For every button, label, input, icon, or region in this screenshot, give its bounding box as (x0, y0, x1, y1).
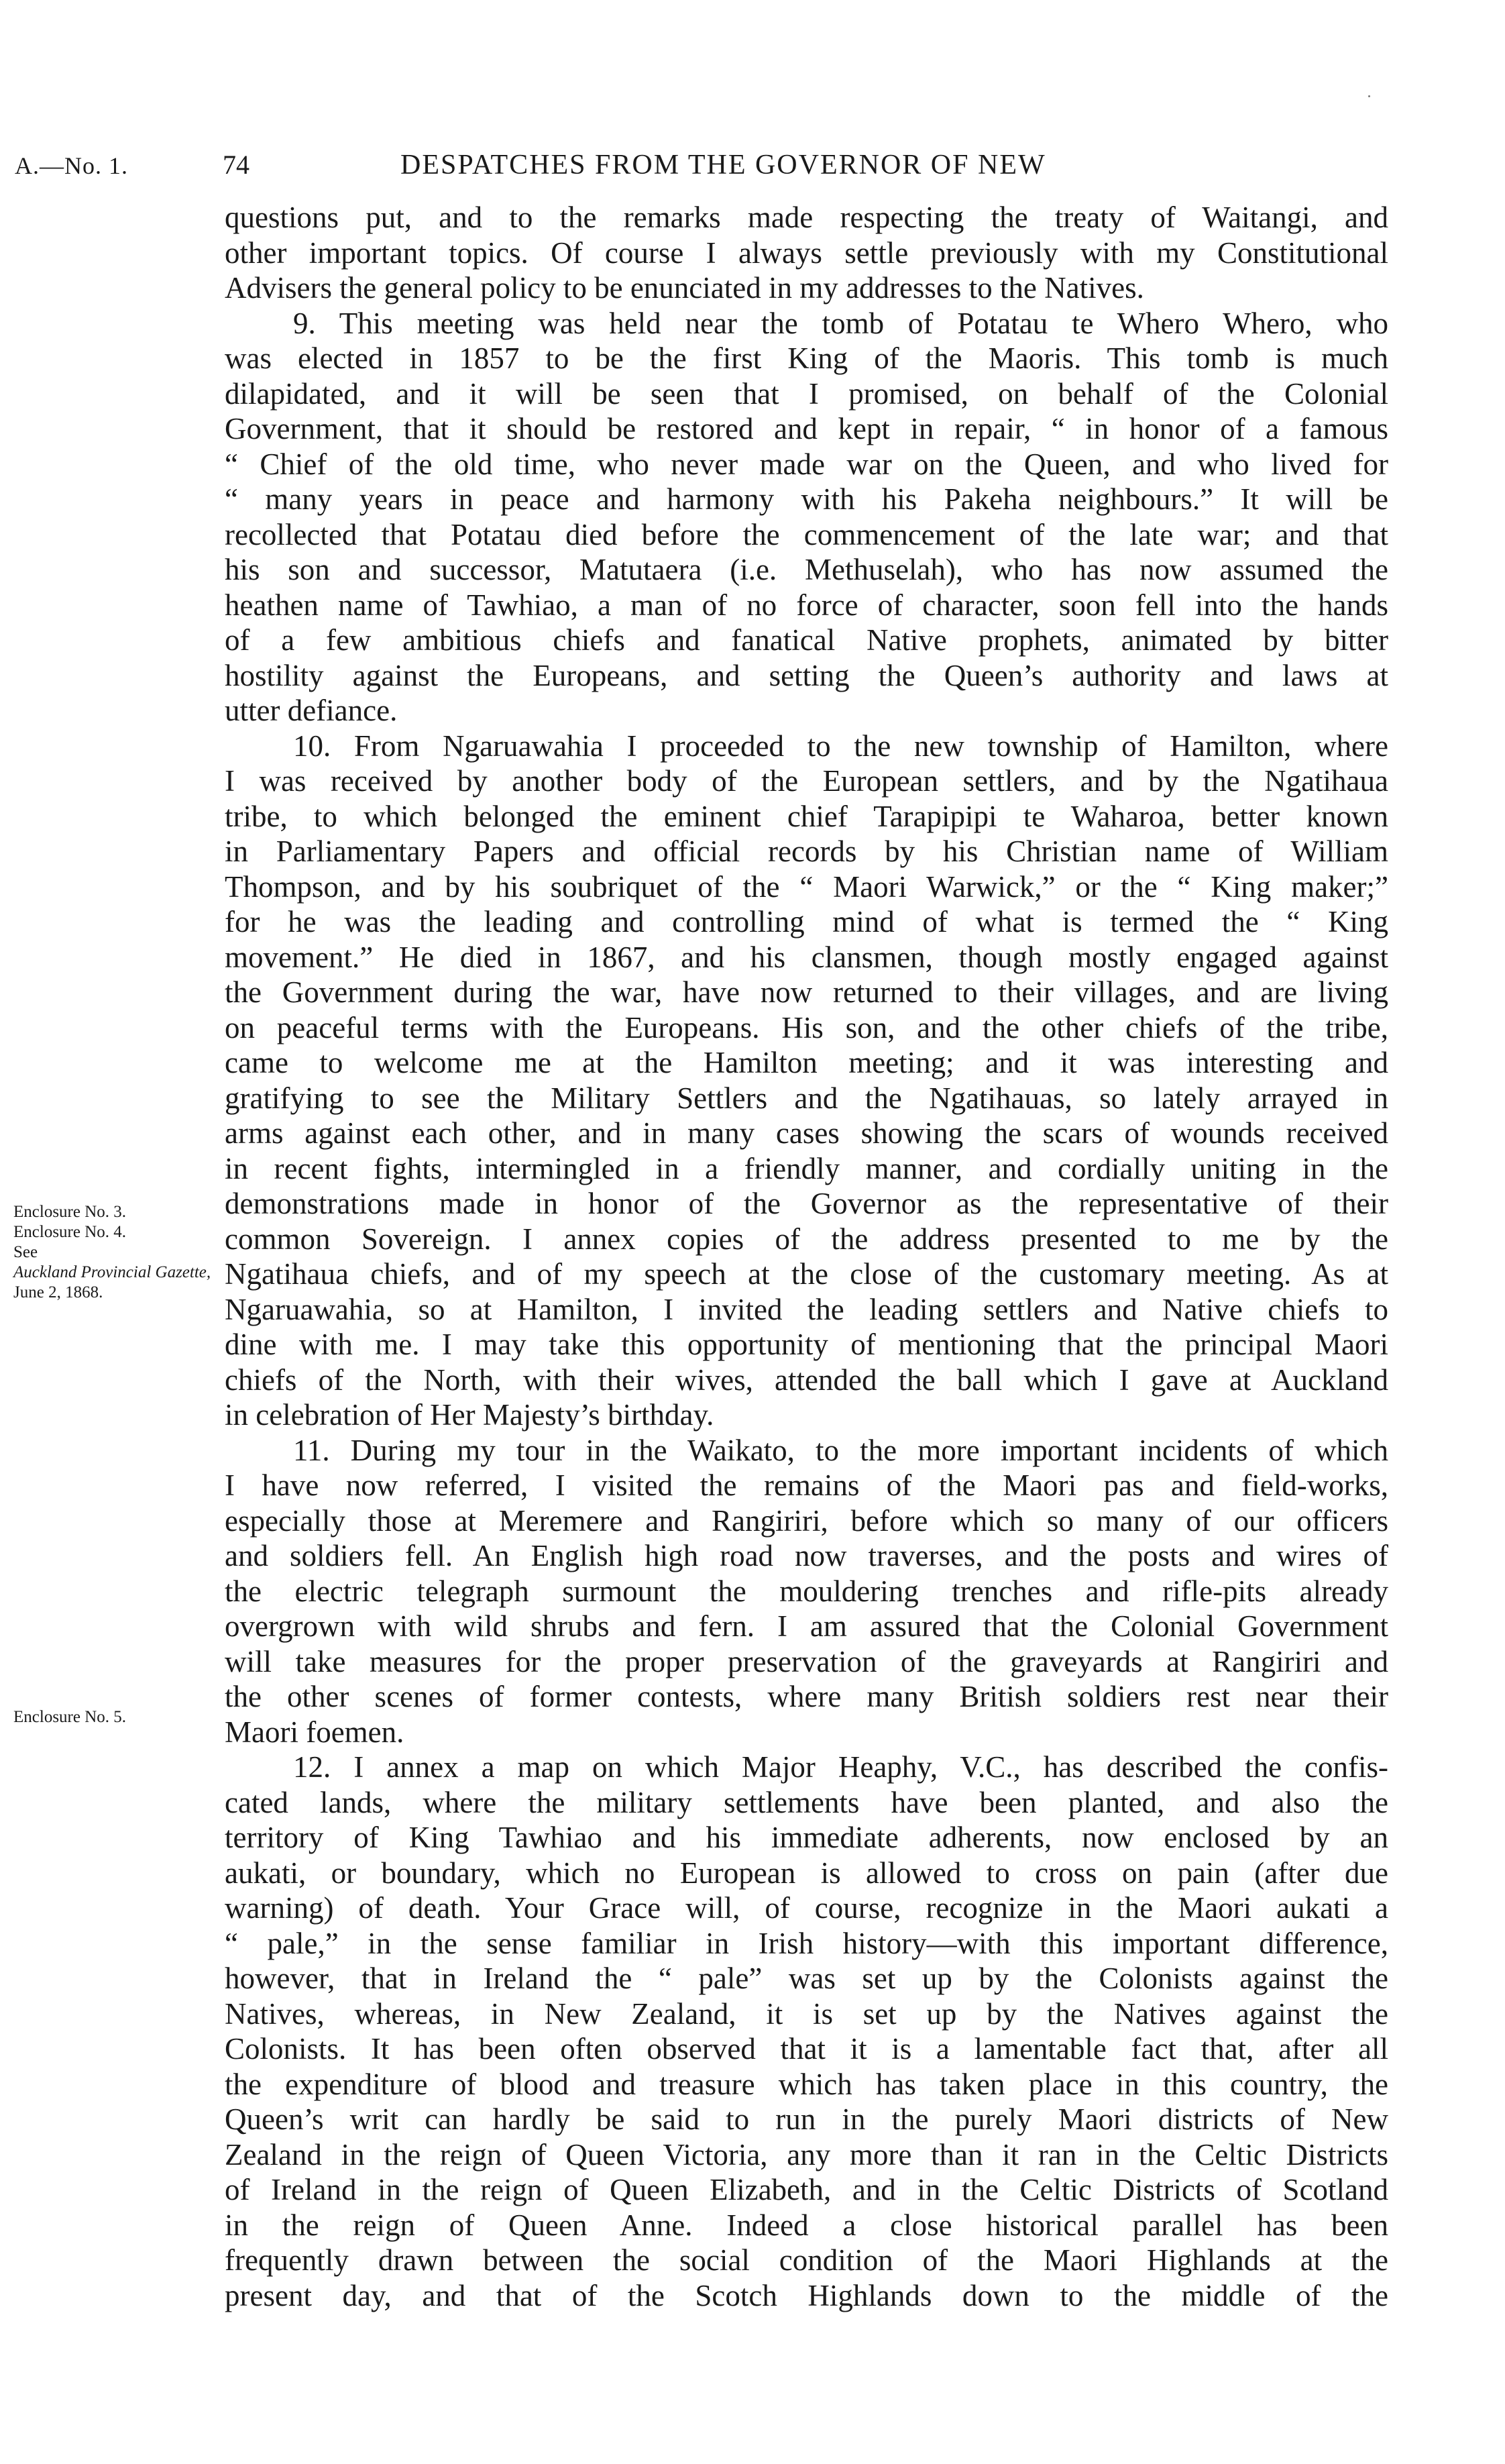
body-text (225, 200, 1388, 2313)
margin-note-line: See (13, 1243, 38, 1261)
text-line: 9. This meeting was held near the tomb of Potatau te Whero Whero, who (293, 306, 1388, 340)
text-line: overgrown with wild shrubs and fern. I am assured that the Colonial Government (225, 1609, 1388, 1643)
text-line: the Government during the war, have now returned to their villages, and are living (225, 975, 1388, 1009)
text-line: came to welcome me at the Hamilton meeting; and it was interesting and (225, 1046, 1388, 1079)
text-line: on peaceful terms with the Europeans. His son, and the other chiefs of the tribe, (225, 1010, 1388, 1044)
margin-note-line: Auckland Provincial Gazette, (13, 1263, 211, 1281)
text-line: present day, and that of the Scotch Highlands down to the middle of the (225, 2278, 1388, 2312)
text-line: especially those at Meremere and Rangiriri, before which so many of our officers (225, 1503, 1388, 1538)
margin-note-line: Enclosure No. 5. (13, 1708, 127, 1726)
text-line: dilapidated, and it will be seen that I promised, on behalf of the Colonial (225, 376, 1388, 411)
text-line: Government, that it should be restored and kept in repair, “ in honor of a famous (225, 412, 1388, 445)
paper-reference: A.—No. 1. (15, 152, 128, 179)
text-line: in the reign of Queen Anne. Indeed a close historical parallel has been (225, 2208, 1388, 2242)
text-line: hostility against the Europeans, and setting the Queen’s authority and laws at (225, 658, 1388, 692)
text-line: the other scenes of former contests, where many British soldiers rest near their (225, 1680, 1388, 1713)
text-line: gratifying to see the Military Settlers and the Ngatihauas, so lately arrayed in (225, 1081, 1388, 1115)
text-line: 12. I annex a map on which Major Heaphy, V.C., has described the confis- (293, 1750, 1388, 1784)
text-line: and soldiers fell. An English high road now traverses, and the posts and wires of (225, 1539, 1388, 1572)
text-line: for he was the leading and controlling mind of what is termed the “ King (225, 905, 1388, 939)
text-line: of Ireland in the reign of Queen Elizabeth, and in the Celtic Districts of Scotland (225, 2173, 1388, 2206)
text-line: however, that in Ireland the “ pale” was set up by the Colonists against the (225, 1962, 1388, 1995)
text-line: in celebration of Her Majesty’s birthday. (225, 1398, 714, 1432)
scan-speck (1368, 95, 1370, 97)
text-line: in recent fights, intermingled in a friendly manner, and cordially uniting in the (225, 1151, 1388, 1185)
text-line: Zealand in the reign of Queen Victoria, any more than it ran in the Celtic Districts (225, 2137, 1388, 2172)
text-line: “ Chief of the old time, who never made war on the Queen, and who lived for (225, 447, 1388, 481)
text-line: dine with me. I may take this opportunity of mentioning that the principal Maori (225, 1328, 1388, 1361)
text-line: the electric telegraph surmount the mouldering trenches and rifle-pits already (225, 1574, 1388, 1608)
margin-note-enclosures-3-4 (13, 1202, 215, 1303)
text-line: “ pale,” in the sense familiar in Irish history—with this important difference, (225, 1926, 1388, 1960)
text-line: Colonists. It has been often observed that it is a lamentable fact that, after all (225, 2032, 1388, 2066)
text-line: will take measures for the proper preservation of the graveyards at Rangiriri and (225, 1644, 1388, 1678)
text-line: I was received by another body of the European settlers, and by the Ngatihaua (225, 764, 1388, 798)
text-line: aukati, or boundary, which no European is allowed to cross on pain (after due (225, 1856, 1388, 1890)
margin-note-line: Enclosure No. 4. (13, 1223, 127, 1241)
text-line: demonstrations made in honor of the Governor as the representative of their (225, 1187, 1388, 1220)
margin-note-line: Enclosure No. 3. (13, 1203, 127, 1221)
text-line: other important topics. Of course I always settle previously with my Constitutional (225, 235, 1388, 270)
text-line: utter defiance. (225, 694, 398, 727)
text-line: Ngaruawahia, so at Hamilton, I invited the leading settlers and Native chiefs to (225, 1292, 1388, 1326)
text-line: common Sovereign. I annex copies of the address presented to me by the (225, 1222, 1388, 1256)
margin-note-line: June 2, 1868. (13, 1283, 103, 1301)
text-line: heathen name of Tawhiao, a man of no force of character, soon fell into the hands (225, 588, 1388, 622)
text-line: of a few ambitious chiefs and fanatical Native prophets, animated by bitter (225, 623, 1388, 657)
text-line: 11. During my tour in the Waikato, to the more important incidents of which (293, 1433, 1388, 1467)
text-line: movement.” He died in 1867, and his clansmen, though mostly engaged against (225, 940, 1388, 974)
text-line: cated lands, where the military settlements have been planted, and also the (225, 1785, 1388, 1819)
margin-note-enclosure-5 (13, 1707, 215, 1727)
text-line: Thompson, and by his soubriquet of the “ Maori Warwick,” or the “ King maker;” (225, 869, 1388, 904)
running-title: DESPATCHES FROM THE GOVERNOR OF NEW (400, 150, 1046, 180)
text-line: warning) of death. Your Grace will, of course, recognize in the Maori aukati a (225, 1891, 1388, 1925)
text-line: questions put, and to the remarks made respecting the treaty of Waitangi, and (225, 201, 1388, 234)
text-line: Natives, whereas, in New Zealand, it is set up by the Natives against the (225, 1996, 1388, 2031)
text-line: I have now referred, I visited the remains of the Maori pas and field-works, (225, 1468, 1388, 1502)
text-line: recollected that Potatau died before the commencement of the late war; and that (225, 517, 1388, 551)
text-line: his son and successor, Matutaera (i.e. Methuselah), who has now assumed the (225, 553, 1388, 586)
text-line: arms against each other, and in many cases showing the scars of wounds received (225, 1116, 1388, 1150)
text-line: territory of King Tawhiao and his immediate adherents, now enclosed by an (225, 1821, 1388, 1854)
text-line: 10. From Ngaruawahia I proceeded to the new township of Hamilton, where (293, 729, 1388, 763)
page-number: 74 (223, 150, 249, 180)
text-line: in Parliamentary Papers and official records by his Christian name of William (225, 835, 1388, 868)
text-line: Ngatihaua chiefs, and of my speech at the close of the customary meeting. As at (225, 1257, 1388, 1291)
text-line: chiefs of the North, with their wives, attended the ball which I gave at Auckland (225, 1362, 1388, 1397)
text-line: frequently drawn between the social condition of the Maori Highlands at the (225, 2243, 1388, 2277)
text-line: was elected in 1857 to be the first King of the Maoris. This tomb is much (225, 341, 1388, 375)
text-line: “ many years in peace and harmony with his Pakeha neighbours.” It will be (225, 482, 1388, 516)
text-line: Maori foemen. (225, 1715, 404, 1749)
text-line: the expenditure of blood and treasure which has taken place in this country, the (225, 2067, 1388, 2101)
text-line: tribe, to which belonged the eminent chief Tarapipipi te Waharoa, better known (225, 799, 1388, 833)
text-line: Queen’s writ can hardly be said to run in the purely Maori districts of New (225, 2102, 1388, 2136)
text-line: Advisers the general policy to be enunciated in my addresses to the Natives. (225, 271, 1144, 305)
